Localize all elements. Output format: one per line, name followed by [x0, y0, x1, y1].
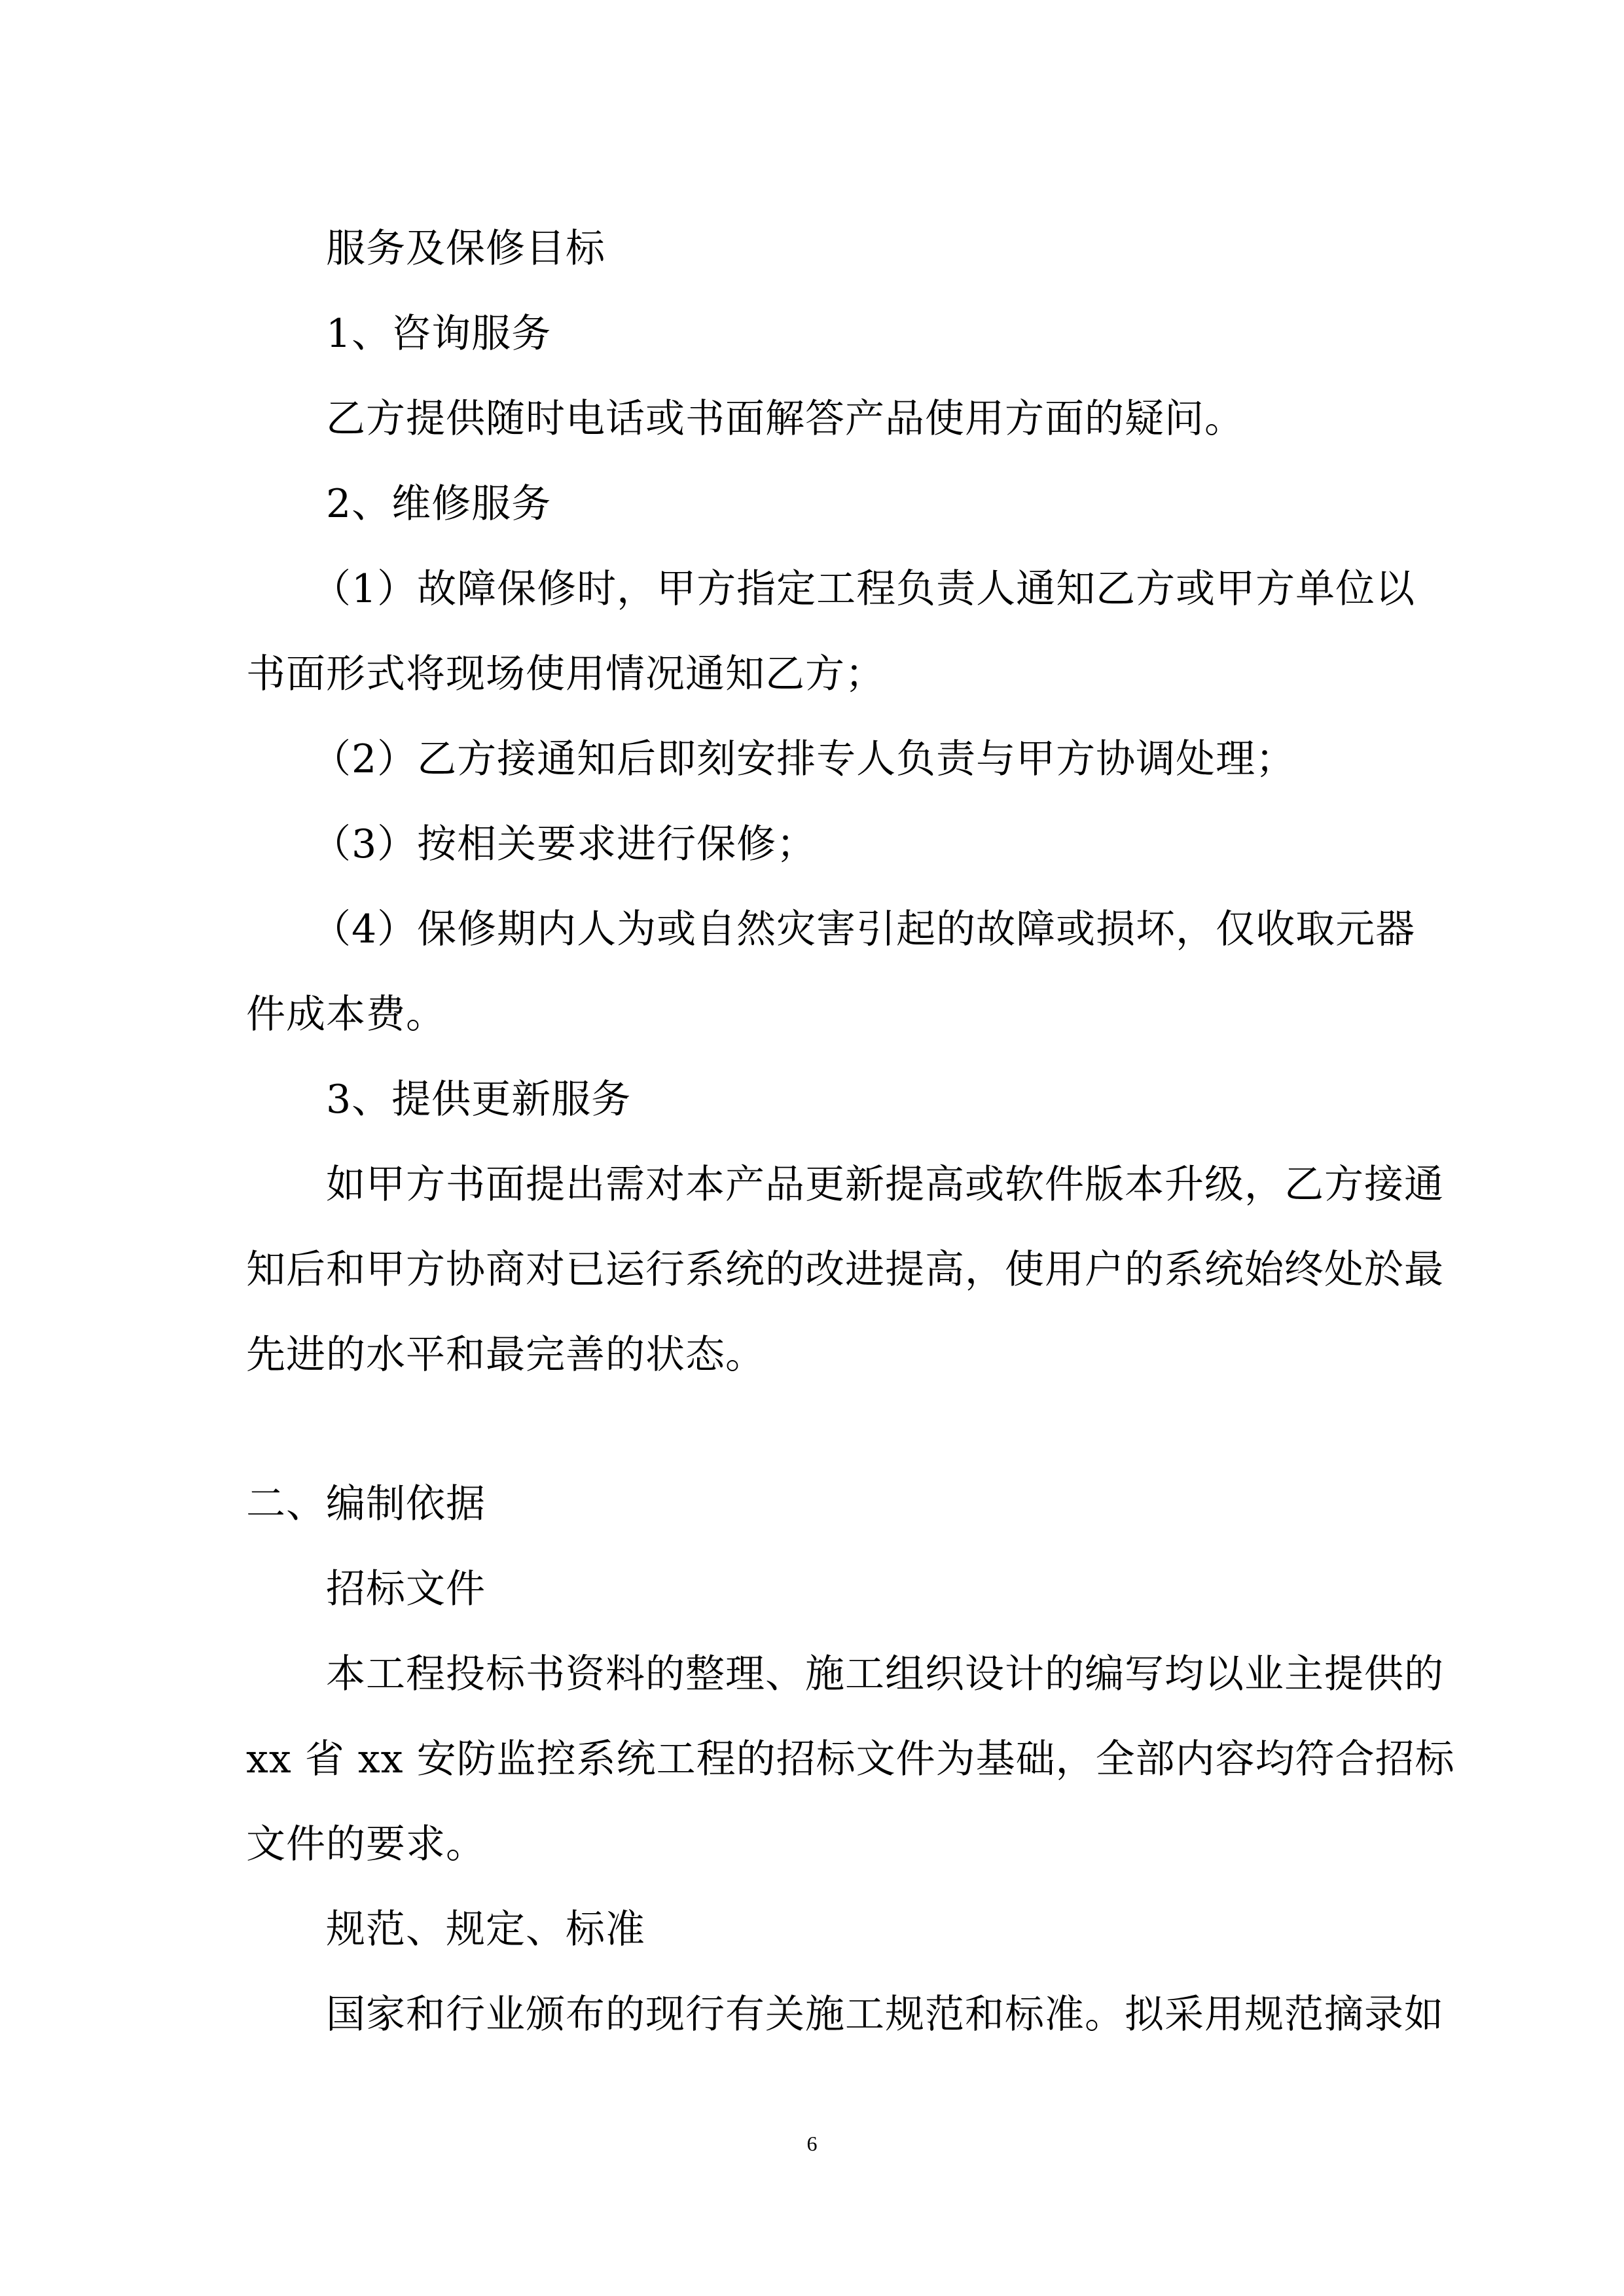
paragraph-line: （2）乙方接通知后即刻安排专人负责与甲方协调处理；: [312, 736, 1296, 782]
section-heading: 二、编制依据: [246, 1481, 486, 1527]
paragraph-line: 如甲方书面提出需对本产品更新提高或软件版本升级，乙方接通: [326, 1162, 1444, 1208]
paragraph-line: 国家和行业颁布的现行有关施工规范和标准。拟采用规范摘录如: [326, 1992, 1444, 2037]
subsection-title: 招标文件: [326, 1566, 486, 1612]
paragraph-line: xx 省 xx 安防监控系统工程的招标文件为基础，全部内容均符合招标: [246, 1736, 1455, 1782]
paragraph-line: （1）故障保修时，甲方指定工程负责人通知乙方或甲方单位以: [312, 566, 1416, 612]
paragraph-line: 知后和甲方协商对已运行系统的改进提高，使用户的系统始终处於最: [246, 1247, 1444, 1293]
paragraph-line: 乙方提供随时电话或书面解答产品使用方面的疑问。: [326, 396, 1244, 442]
paragraph-line: （3）按相关要求进行保修；: [312, 821, 817, 867]
paragraph-line: 文件的要求。: [246, 1821, 486, 1867]
section-title: 服务及保修目标: [326, 226, 605, 272]
paragraph-line: 书面形式将现场使用情况通知乙方；: [246, 651, 885, 697]
paragraph-line: 本工程投标书资料的整理、施工组织设计的编写均以业主提供的: [326, 1651, 1444, 1697]
item-heading: 2、维修服务: [326, 481, 552, 527]
subsection-title: 规范、规定、标准: [326, 1907, 645, 1952]
page-number: 6: [806, 2132, 818, 2155]
paragraph-line: （4）保修期内人为或自然灾害引起的故障或损坏，仅收取元器: [312, 906, 1416, 952]
item-heading: 1、咨询服务: [326, 311, 552, 357]
item-heading: 3、提供更新服务: [326, 1077, 632, 1122]
paragraph-line: 先进的水平和最完善的状态。: [246, 1332, 765, 1378]
document-body: [246, 206, 1455, 2057]
paragraph-line: 件成本费。: [246, 992, 446, 1037]
section-gap: [246, 1397, 1392, 1462]
